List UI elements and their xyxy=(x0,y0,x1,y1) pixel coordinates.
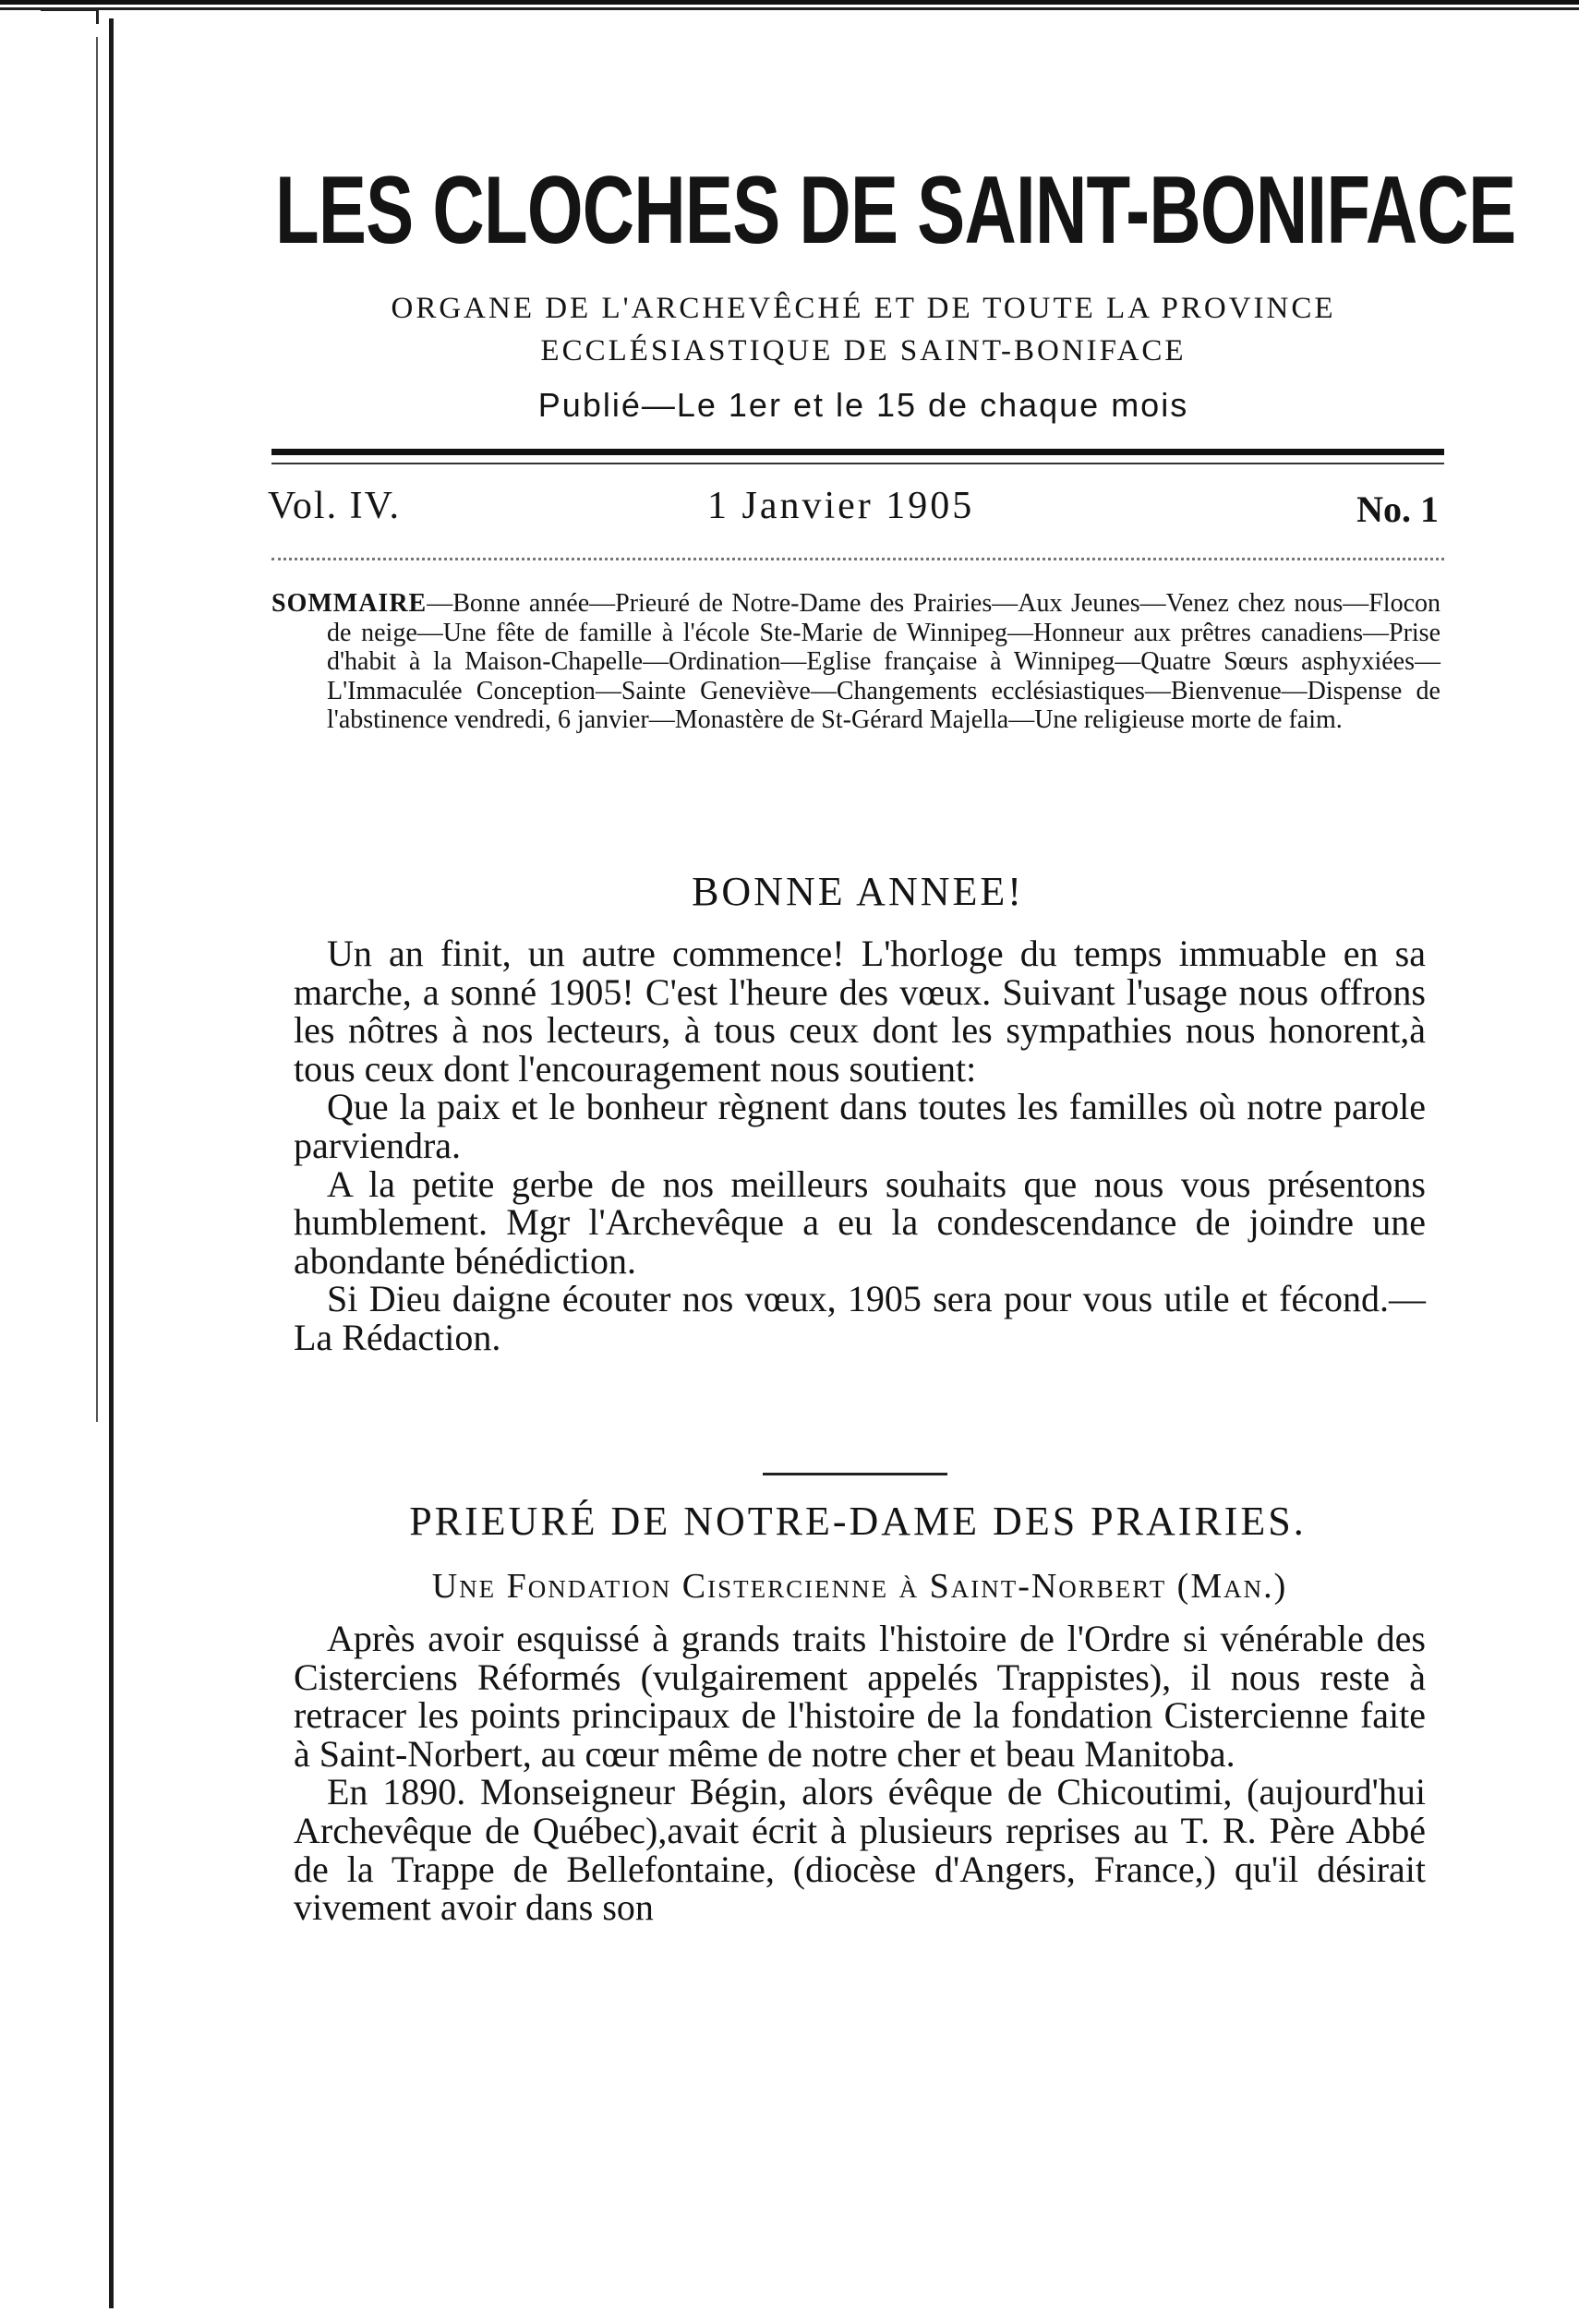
scan-top-edge xyxy=(0,0,1579,15)
paragraph: Un an finit, un autre commence! L'horloge du temps immuable en sa marche, a sonné 1905! C'est l'heure des vœux. Suivant l'usage nous offrons les nôtres à nos lecteurs, à tous ceux dont les sympathies nous honorent,à tous ceux dont l'encouragement nous soutient: xyxy=(294,933,1426,1090)
masthead-rule-thin xyxy=(271,463,1444,464)
article-body-prieure xyxy=(294,1620,1426,1927)
issue-volume: Vol. IV. xyxy=(268,485,401,527)
paragraph: A la petite gerbe de nos meilleurs souhaits que nous vous présentons humblement. Mgr l'Archevêque a eu la condescendance de joindre une abondante bénédiction. xyxy=(294,1162,1426,1282)
paragraph: En 1890. Monseigneur Bégin, alors évêque de Chicoutimi, (aujourd'hui Archevêque de Québec),avait écrit à plusieurs reprises au T. R. Père Abbé de la Trappe de Bellefontaine, (diocèse d'Angers, France,) qu'il désirait vivement avoir dans son xyxy=(294,1771,1426,1929)
article-body-bonne-annee xyxy=(294,934,1426,1357)
publication-schedule: Publié—Le 1er et le 15 de chaque mois xyxy=(537,386,1189,424)
masthead-title: LES CLOCHES DE SAINT-BONIFACE xyxy=(275,157,1516,264)
paragraph: Après avoir esquissé à grands traits l'histoire de l'Ordre si vénérable des Cisterciens Réformés (vulgairement appelés Trappistes), il nous reste à retracer les points principaux de l'histoire de la fondation Cistercienne faite à Saint-Norbert, au cœur même de notre cher et beau Manitoba. xyxy=(294,1618,1426,1775)
article-separator xyxy=(763,1473,947,1475)
masthead-subtitle-line2: ECCLÉSIASTIQUE DE SAINT-BONIFACE xyxy=(540,334,1187,367)
article-heading-bonne-annee: BONNE ANNEE! xyxy=(692,869,1024,914)
dotted-divider xyxy=(271,558,1444,563)
issue-number: No. 1 xyxy=(1356,488,1439,530)
issue-line xyxy=(268,484,1446,530)
sommaire-label: SOMMAIRE xyxy=(271,589,428,618)
scan-corner-mark xyxy=(41,7,99,24)
article-heading-prieure: PRIEURÉ DE NOTRE-DAME DES PRAIRIES. xyxy=(409,1499,1307,1544)
paragraph: Que la paix et le bonheur règnent dans toutes les familles où notre parole parviendra. xyxy=(294,1086,1426,1166)
masthead-rule xyxy=(271,449,1444,455)
sommaire-text: —Bonne année—Prieuré de Notre-Dame des Prairies—Aux Jeunes—Venez chez nous—Flocon de neige—Une fête de famille à l'école Ste-Marie de Winnipeg—Honneur aux prêtres canadiens—Prise d'habit à la Maison-Chapelle—Ordination—Eglise française à Winnipeg—Quatre Sœurs asphyxiées—L'Immaculée Conception—Sainte Geneviève—Changements ecclésiastiques—Bienvenue—Dispense de l'abstinence vendredi, 6 janvier—Monastère de St-Gérard Majella—Une religieuse morte de faim. xyxy=(327,589,1440,734)
masthead-subtitle-line1: ORGANE DE L'ARCHEVÊCHÉ ET DE TOUTE LA PROVINCE xyxy=(391,292,1336,325)
scan-left-edge xyxy=(109,18,114,2308)
paragraph: Si Dieu daigne écouter nos vœux, 1905 sera pour vous utile et fécond.—La Rédaction. xyxy=(294,1278,1426,1358)
scan-left-shadow xyxy=(96,37,98,1422)
issue-date: 1 Janvier 1905 xyxy=(707,485,975,527)
article-subheading: Une Fondation Cistercienne à Saint-Norbert (Man.) xyxy=(431,1567,1288,1606)
table-of-contents xyxy=(271,589,1440,735)
